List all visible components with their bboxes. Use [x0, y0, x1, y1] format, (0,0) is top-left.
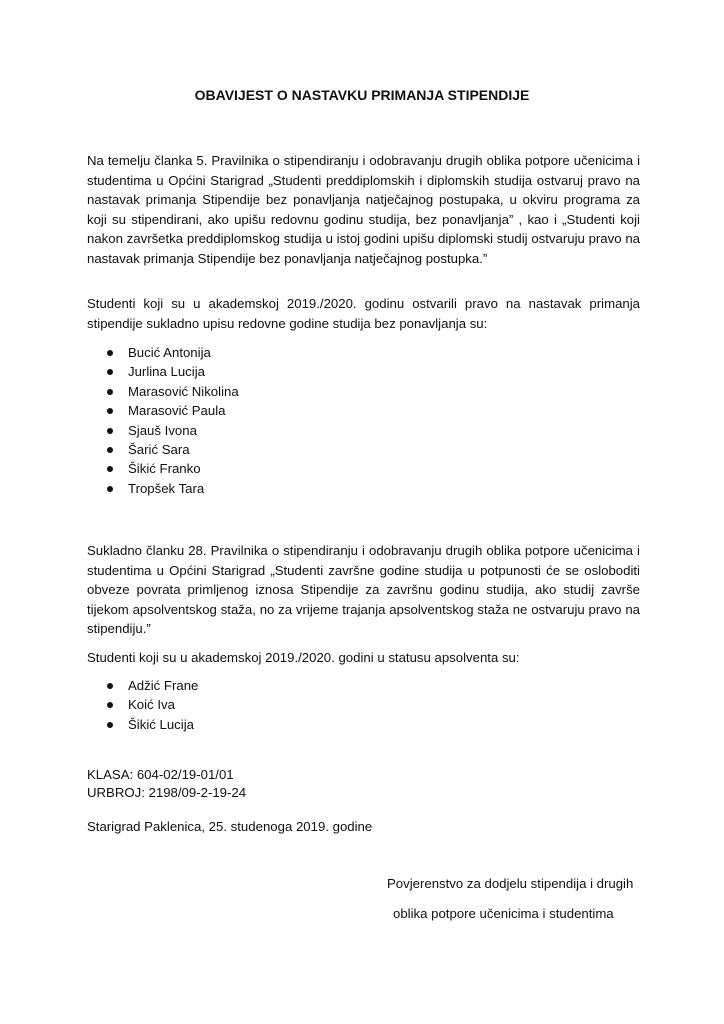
bullet-icon [107, 702, 113, 708]
bullet-icon [107, 486, 113, 492]
list-item [104, 459, 239, 478]
list-item [104, 421, 239, 440]
continuing-students-list [104, 343, 239, 498]
paragraph-article-28: Sukladno članku 28. Pravilnika o stipendiranju i odobravanju drugih oblika potpore učenicima i studentima u Općini Starigrad „Studenti završne godine studija u potpunosti će se osloboditi obveze povrata primljenog iznosa Stipendije za završnu godinu studija, ako studij završe tijekom apsolventskog staža, no za vrijeme trajanja apsolventskog staža ne ostvaruju pravo na stipendiju.” [87, 543, 640, 636]
bullet-icon [107, 350, 113, 356]
bullet-icon [107, 683, 113, 689]
student-name: Sjauš Ivona [128, 422, 197, 438]
student-name: Šarić Sara [128, 441, 190, 457]
klasa-reference: KLASA: 604-02/19-01/01 [87, 767, 234, 782]
list-item [104, 401, 239, 420]
paragraph-absolvent-students: Studenti koji su u akademskoj 2019./2020. godini u statusu apsolventa su: [87, 650, 520, 665]
student-name: Marasović Paula [128, 403, 226, 419]
student-name: Šikić Franko [128, 461, 201, 477]
student-name: Koić Iva [128, 697, 175, 713]
student-name: Tropšek Tara [128, 480, 205, 496]
student-name: Adžić Frane [128, 678, 199, 693]
urbroj-reference: URBROJ: 2198/09-2-19-24 [87, 785, 247, 800]
paragraph-continuing-students: Studenti koji su u akademskoj 2019./2020. godinu ostvarili pravo na nastavak primanja stipendije sukladno upisu redovne godine studija bez ponavljanja su: [87, 296, 640, 331]
signature-line-1: Povjerenstvo za dodjelu stipendija i drugih [387, 876, 634, 891]
paragraph-article-5: Na temelju članka 5. Pravilnika o stipendiranju i odobravanju drugih oblika potpore učenicima i studentima u Općini Starigrad „Studenti preddiplomskih i diplomskih studija ostvaruj pravo na nastavak primanja Stipendije bez ponavljanja natječajnog postupaka, u okviru programa za koji su stipendirani, ako upišu redovnu godinu studija, bez ponavljanja” , kao i „Studenti koji nakon završetka preddiplomskog studija u istoj godini upišu diplomski studij ostvaruju pravo na nastavak primanja Stipendije bez ponavljanja natječajnog postupka.” [87, 153, 640, 266]
student-name: Šikić Lucija [128, 716, 194, 732]
list-item [104, 715, 198, 734]
student-name: Bucić Antonija [128, 345, 211, 360]
list-item [104, 440, 239, 459]
list-item [104, 676, 198, 695]
bullet-icon [107, 447, 113, 453]
bullet-icon [107, 408, 113, 414]
list-item [104, 343, 239, 362]
list-item [104, 382, 239, 401]
document-title: OBAVIJEST O NASTAVKU PRIMANJA STIPENDIJE [194, 87, 530, 103]
student-name: Marasović Nikolina [128, 383, 239, 399]
place-and-date: Starigrad Paklenica, 25. studenoga 2019. godine [87, 819, 373, 834]
bullet-icon [107, 722, 113, 728]
list-item [104, 695, 198, 714]
bullet-icon [107, 389, 113, 395]
bullet-icon [107, 428, 113, 434]
absolvent-students-list [104, 676, 198, 734]
bullet-icon [107, 369, 113, 375]
bullet-icon [107, 466, 113, 472]
list-item [104, 479, 239, 498]
student-name: Jurlina Lucija [128, 364, 205, 380]
signature-line-2: oblika potpore učenicima i studentima [393, 906, 614, 921]
list-item [104, 362, 239, 381]
